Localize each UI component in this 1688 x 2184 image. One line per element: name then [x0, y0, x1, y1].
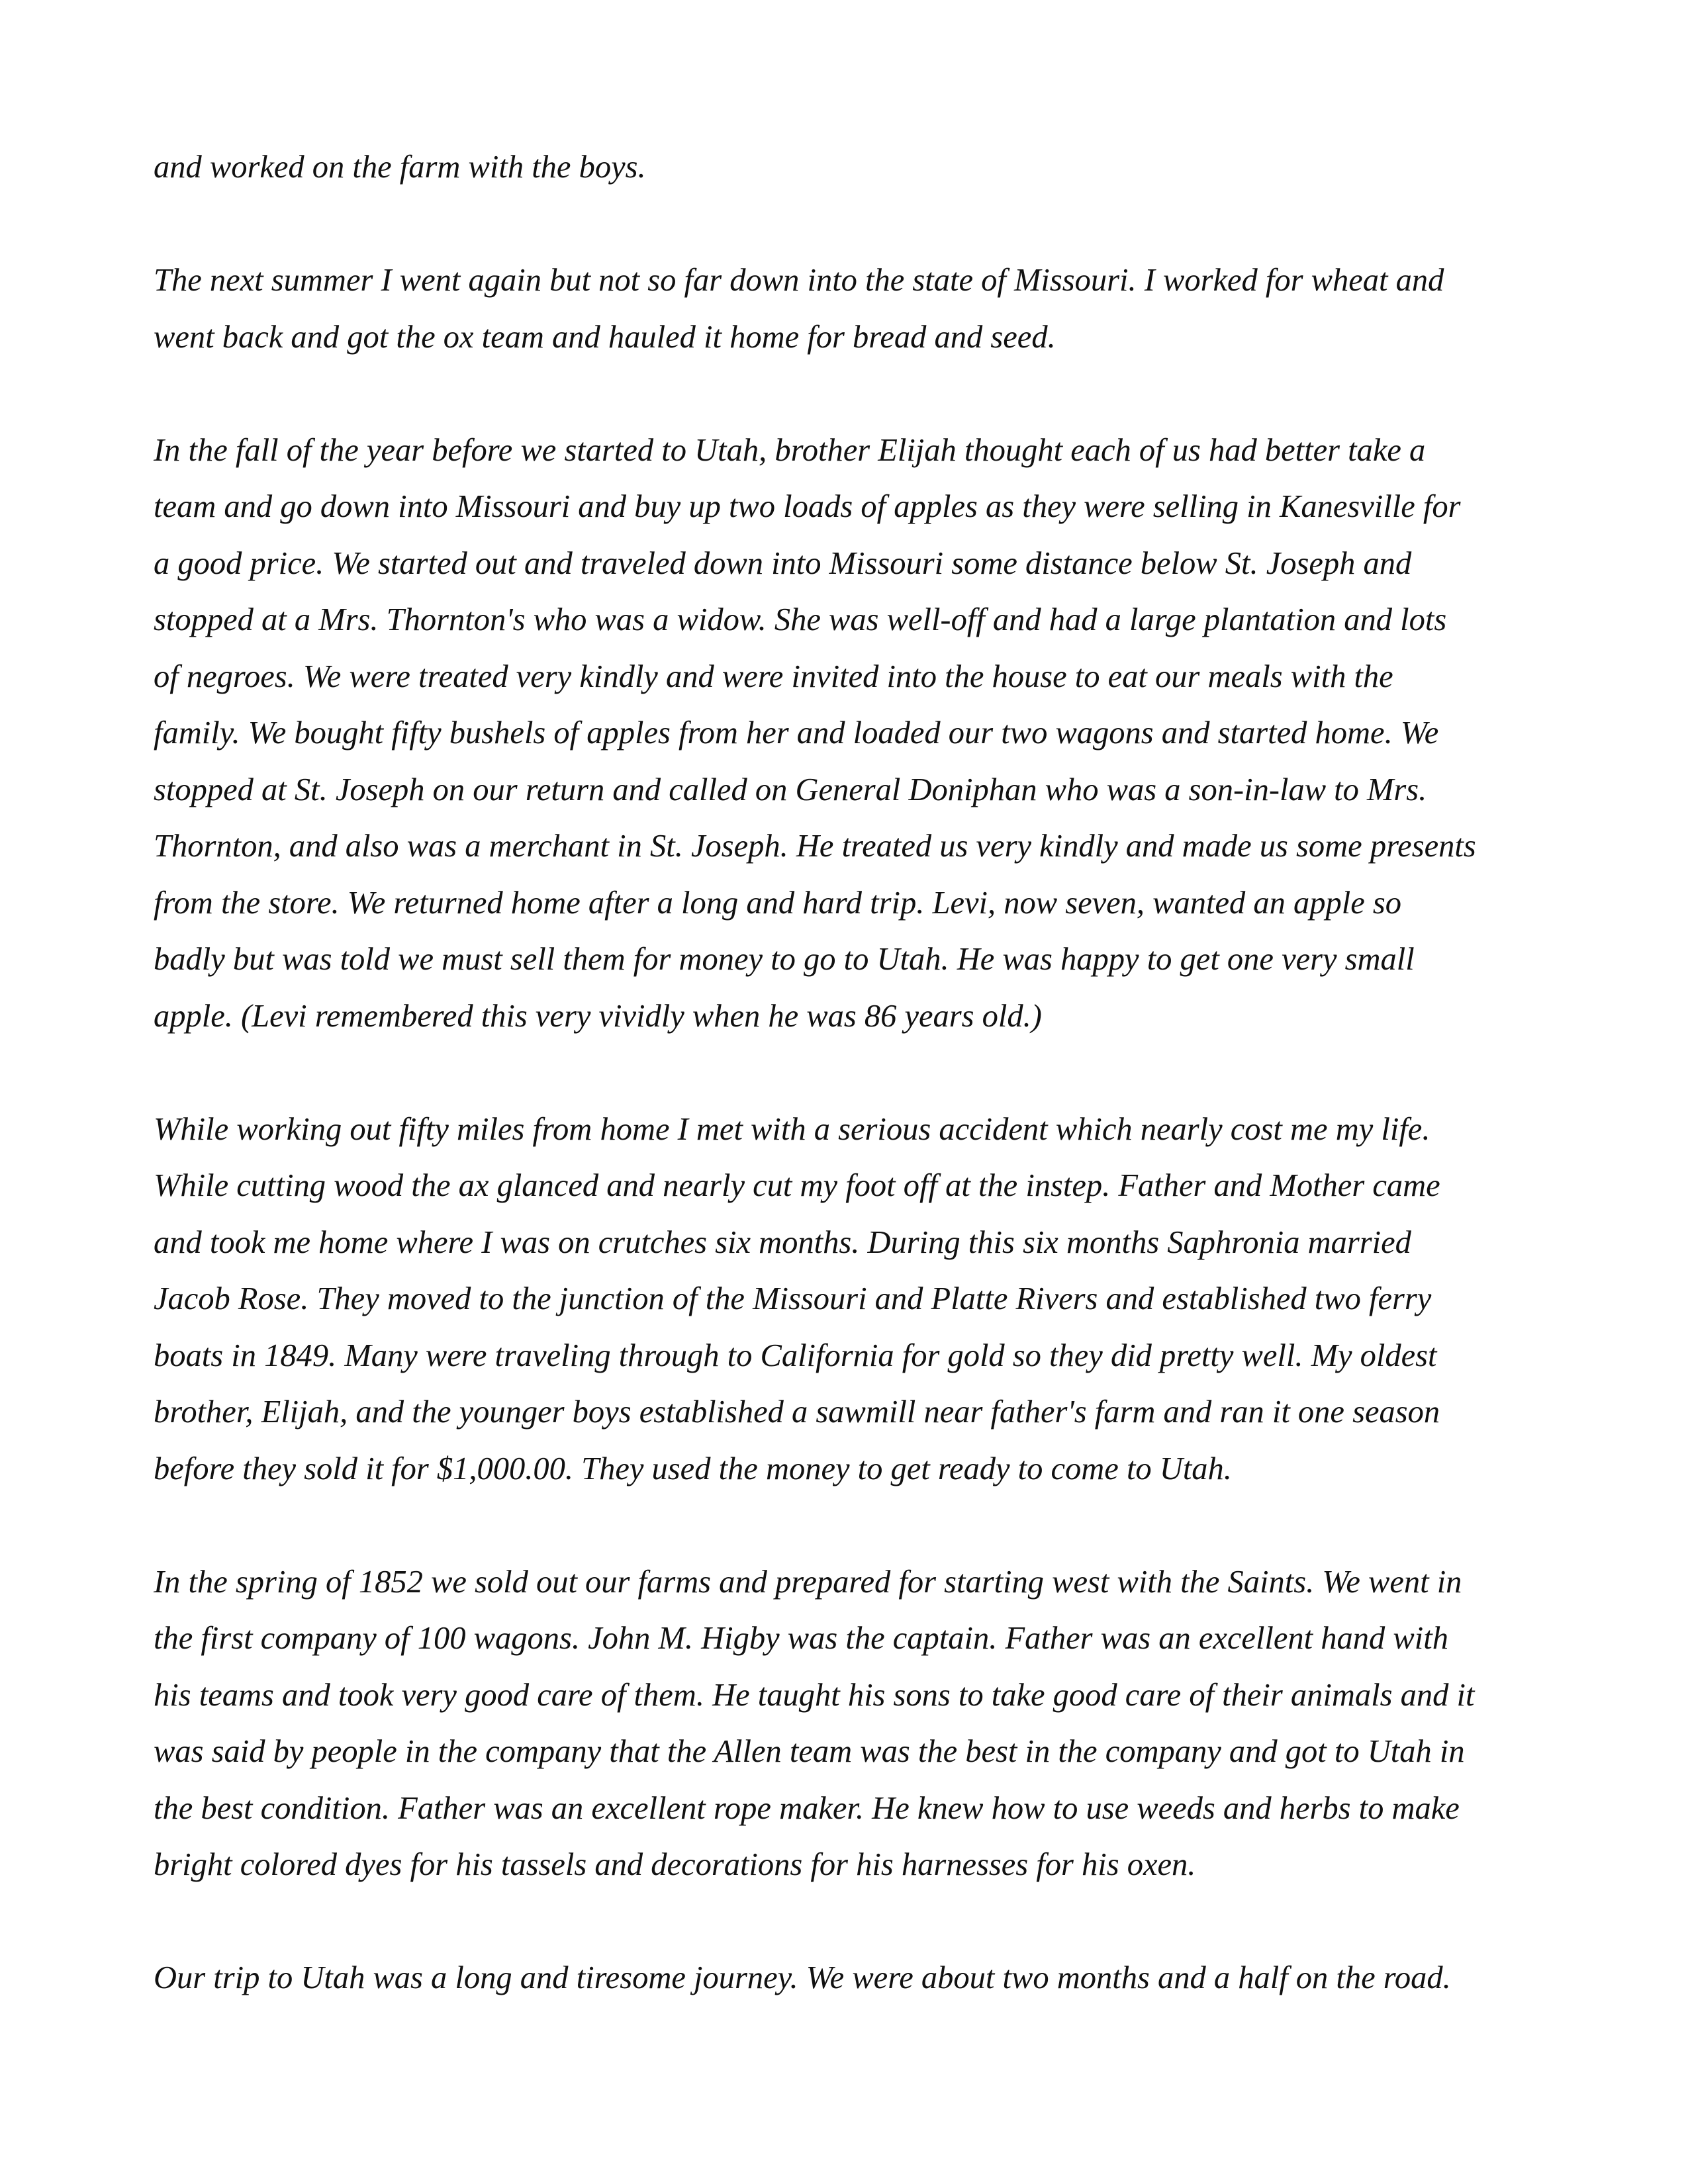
text-line: a good price. We started out and traveled down into Missouri some distance below St. Joseph and	[154, 545, 1412, 581]
text-line: stopped at St. Joseph on our return and called on General Doniphan who was a son-in-law to Mrs.	[154, 772, 1427, 807]
text-line: the first company of 100 wagons. John M. Higby was the captain. Father was an excellent hand with	[154, 1621, 1448, 1656]
text-line: and took me home where I was on crutches six months. During this six months Saphronia married	[154, 1224, 1411, 1260]
text-line: In the spring of 1852 we sold out our farms and prepared for starting west with the Saints. We went in	[154, 1564, 1462, 1600]
text-line: and worked on the farm with the boys.	[154, 150, 646, 185]
paragraph-3	[154, 422, 1530, 1045]
text-line: stopped at a Mrs. Thornton's who was a widow. She was well-off and had a large plantation and lots	[154, 602, 1447, 637]
text-line: Thornton, and also was a merchant in St. Joseph. He treated us very kindly and made us some presents	[154, 829, 1476, 864]
text-line: was said by people in the company that the Allen team was the best in the company and got to Utah in	[154, 1734, 1465, 1769]
paragraph-2	[154, 252, 1530, 365]
document-body	[154, 139, 1530, 2063]
text-line: went back and got the ox team and hauled it home for bread and seed.	[154, 319, 1056, 355]
text-line: bright colored dyes for his tassels and decorations for his harnesses for his oxen.	[154, 1847, 1196, 1882]
text-line: the best condition. Father was an excellent rope maker. He knew how to use weeds and herbs to make	[154, 1790, 1460, 1826]
text-line: apple. (Levi remembered this very vividly when he was 86 years old.)	[154, 998, 1042, 1034]
text-line: While cutting wood the ax glanced and nearly cut my foot off at the instep. Father and Mother came	[154, 1168, 1440, 1203]
text-line: his teams and took very good care of them. He taught his sons to take good care of their animals and it	[154, 1677, 1475, 1713]
text-line: boats in 1849. Many were traveling through to California for gold so they did pretty well. My oldest	[154, 1338, 1437, 1373]
text-line: from the store. We returned home after a long and hard trip. Levi, now seven, wanted an apple so	[154, 885, 1402, 921]
paragraph-1	[154, 139, 1530, 196]
text-line: Our trip to Utah was a long and tiresome journey. We were about two months and a half on the road.	[154, 1960, 1451, 1995]
text-line: family. We bought fifty bushels of apples from her and loaded our two wagons and started home. We	[154, 715, 1439, 751]
text-line: before they sold it for $1,000.00. They used the money to get ready to come to Utah.	[154, 1451, 1232, 1486]
text-line: badly but was told we must sell them for money to go to Utah. He was happy to get one very small	[154, 942, 1415, 977]
paragraph-6	[154, 1950, 1530, 2007]
text-line: In the fall of the year before we started to Utah, brother Elijah thought each of us had better take a	[154, 432, 1426, 468]
paragraph-4	[154, 1101, 1530, 1498]
text-line: The next summer I went again but not so far down into the state of Missouri. I worked for wheat and	[154, 263, 1444, 298]
text-line: brother, Elijah, and the younger boys established a sawmill near father's farm and ran it one season	[154, 1394, 1440, 1430]
paragraph-5	[154, 1554, 1530, 1893]
text-line: While working out fifty miles from home I met with a serious accident which nearly cost me my life.	[154, 1111, 1430, 1147]
text-line: of negroes. We were treated very kindly and were invited into the house to eat our meals with the	[154, 659, 1393, 694]
text-line: team and go down into Missouri and buy up two loads of apples as they were selling in Kanesville for	[154, 489, 1461, 524]
text-line: Jacob Rose. They moved to the junction of the Missouri and Platte Rivers and established two ferry	[154, 1281, 1432, 1316]
